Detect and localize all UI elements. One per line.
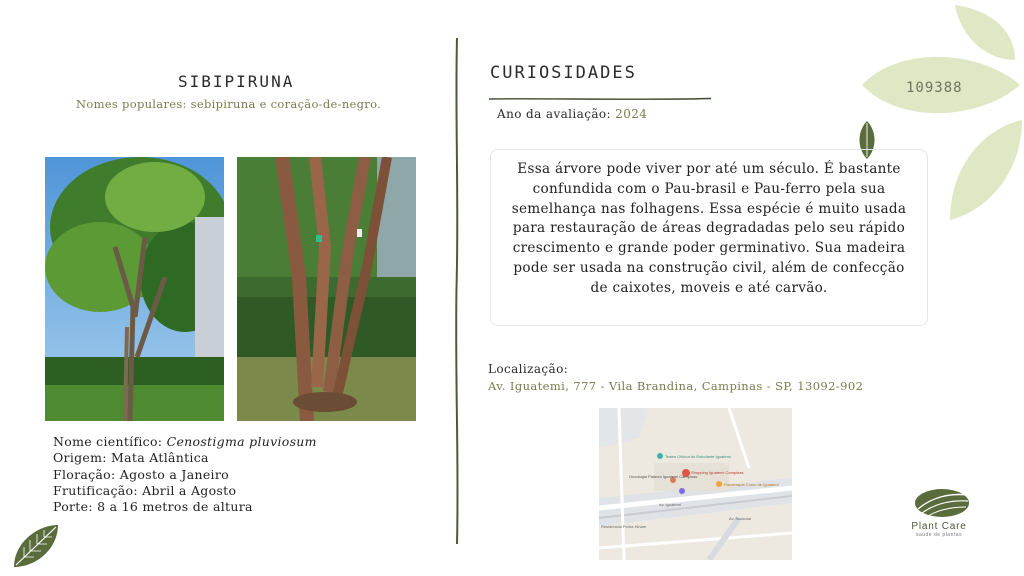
scientific-name-label: Nome científico:: [53, 434, 167, 449]
brand-name: Plant Care: [911, 521, 967, 532]
location-label: Localização:: [488, 362, 569, 376]
species-facts: [53, 434, 317, 515]
fruiting-line: Frutificação: Abril a Agosto: [53, 482, 237, 498]
map-area: Residencial Pedra Hinam: [601, 524, 647, 529]
year-label: Ano da avaliação:: [497, 107, 616, 121]
tree-id-code: 109388: [906, 80, 963, 96]
year-value: 2024: [615, 107, 648, 121]
vertical-divider: [454, 38, 460, 544]
curiosities-title: CURIOSIDADES: [490, 63, 637, 83]
map-street-2: Av. Nacional: [729, 516, 752, 521]
map-poi-3: Oncologia Palavra Iguatemi Campinas: [629, 474, 698, 479]
assessment-year: [497, 107, 647, 121]
tree-trunk-photo: [237, 157, 416, 421]
popular-names: Nomes populares: sebipiruna e coração-de-negro.: [76, 97, 382, 111]
brand-tagline: saúde de plantas: [915, 532, 963, 538]
location-map[interactable]: [599, 408, 792, 560]
size-line: Porte: 8 a 16 metros de altura: [53, 499, 253, 515]
map-street-1: Av. Iguatemi: [659, 502, 681, 507]
map-poi-2: Shopping Iguatemi Campinas: [691, 470, 744, 475]
leaf-icon: [12, 523, 60, 573]
scientific-name-value: Cenostigma pluviosum: [166, 434, 317, 449]
curiosities-text: Essa árvore pode viver por até um século. É bastante confundida com o Pau-brasil e Pau-ferro pela sua semelhança nas folhagens. Essa espécie é muito usada para restauração de áreas degradadas pelo seu rápido crescimento e grande poder germinativo. Sua madeira pode ser usada na construção civil, além de confecção de caixotes, moveis e até carvão.: [511, 161, 907, 296]
map-poi-4: Fisioterapia Curso de Iguatemi: [724, 482, 779, 487]
plant-care-logo-icon: [914, 487, 970, 523]
location-address[interactable]: Av. Iguatemi, 777 - Vila Brandina, Campinas - SP, 13092-902: [488, 379, 864, 393]
species-title: SIBIPIRUNA: [178, 72, 295, 91]
scientific-name-line: [53, 434, 317, 450]
leaves-decoration-icon: [860, 0, 1024, 234]
title-underline: [489, 86, 711, 90]
origin-line: Origem: Mata Atlântica: [53, 450, 209, 466]
map-poi-1: Teatro Oficina do Estudante Iguatemi: [665, 454, 731, 459]
flowering-line: Floração: Agosto a Janeiro: [53, 466, 229, 482]
tree-canopy-photo: [45, 157, 224, 421]
